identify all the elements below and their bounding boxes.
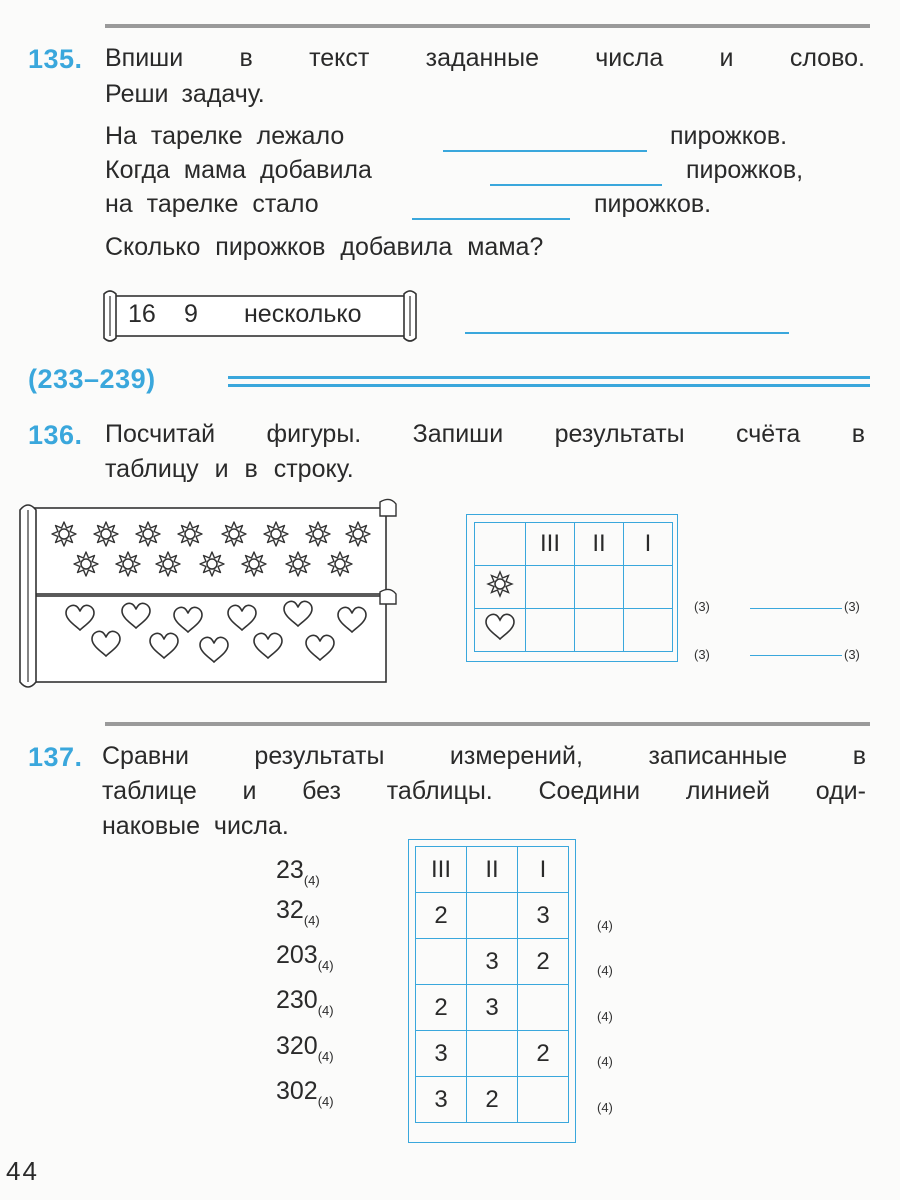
task-135-instruction-line2: Реши задачу.	[105, 80, 265, 108]
table-cell: 2	[416, 985, 467, 1031]
table-cell: 3	[518, 893, 569, 939]
task-135-text-line1a: На тарелке лежало	[105, 122, 345, 150]
table-cell	[416, 939, 467, 985]
header-hundreds: III	[526, 523, 575, 566]
task-135-number: 135.	[28, 44, 83, 74]
header-ones: I	[624, 523, 673, 566]
top-rule	[105, 24, 870, 28]
row-base-label: (4)	[597, 1009, 613, 1024]
task-137-table	[415, 846, 569, 1123]
cell-sun-tens[interactable]	[575, 566, 624, 609]
table-cell	[467, 893, 518, 939]
table-cell	[518, 985, 569, 1031]
task-135-text-line2b: пирожков,	[686, 156, 804, 184]
task-136-instruction-line2: таблицу и в строку.	[105, 455, 354, 483]
task-135-text-line1b: пирожков.	[670, 122, 788, 150]
section-range: (233–239)	[28, 364, 156, 394]
scroll-word-16: 16	[128, 300, 156, 328]
heart-icon	[484, 612, 516, 642]
task-137-number: 137.	[28, 742, 83, 772]
row-base-label: (4)	[597, 1100, 613, 1115]
section-rule-1	[228, 376, 870, 379]
table-cell: 2	[518, 1031, 569, 1077]
header-tens: II	[467, 847, 518, 893]
header-ones: I	[518, 847, 569, 893]
blank-3[interactable]	[412, 218, 570, 220]
task-135-question: Сколько пирожков добавила мама?	[105, 233, 544, 261]
heart-base-label: (3)	[694, 647, 710, 662]
header-tens: II	[575, 523, 624, 566]
cell-heart-tens[interactable]	[575, 609, 624, 652]
scroll-word-neskolko: несколько	[244, 300, 362, 328]
figures-scroll	[14, 496, 404, 696]
table-cell: 3	[416, 1077, 467, 1123]
task-135-instruction-line1: Впиши в текст заданные числа и слово.	[105, 44, 865, 72]
cell-sun-ones[interactable]	[624, 566, 673, 609]
table-cell: 3	[467, 939, 518, 985]
task-135-text-line2a: Когда мама добавила	[105, 156, 372, 184]
row-base-label: (4)	[597, 963, 613, 978]
row-sun-label	[475, 566, 526, 609]
task-136-table	[474, 522, 673, 652]
blank-2[interactable]	[490, 184, 662, 186]
blank-1[interactable]	[443, 150, 647, 152]
scroll-word-9: 9	[184, 300, 198, 328]
page-number: 44	[6, 1156, 39, 1186]
table-cell: 3	[416, 1031, 467, 1077]
sun-right-label: (3)	[844, 599, 860, 614]
number-item: $23_{(4)}$	[276, 856, 320, 888]
number-item: $32_{(4)}$	[276, 896, 320, 928]
sun-icon	[485, 569, 515, 599]
table-cell	[467, 1031, 518, 1077]
task-136-instruction-line1: Посчитай фигуры. Запиши результаты счёта в	[105, 420, 865, 448]
table-cell: 2	[518, 939, 569, 985]
table-cell: 2	[467, 1077, 518, 1123]
number-item: $203_{(4)}$	[276, 941, 334, 973]
table-cell: 3	[467, 985, 518, 1031]
number-item: $230_{(4)}$	[276, 986, 334, 1018]
answer-blank-135[interactable]	[465, 332, 789, 334]
cell-sun-hundreds[interactable]	[526, 566, 575, 609]
sun-base-label: (3)	[694, 599, 710, 614]
sun-answer-blank[interactable]	[750, 608, 842, 609]
task-135-text-line3a: на тарелке стало	[105, 190, 319, 218]
row-base-label: (4)	[597, 1054, 613, 1069]
section-rule-2	[228, 384, 870, 387]
task-137-instruction-line3: наковые числа.	[102, 812, 289, 840]
cell-heart-ones[interactable]	[624, 609, 673, 652]
table-cell: 2	[416, 893, 467, 939]
table-cell	[518, 1077, 569, 1123]
number-item: $302_{(4)}$	[276, 1077, 334, 1109]
task-136-number: 136.	[28, 420, 83, 450]
heart-answer-blank[interactable]	[750, 655, 842, 656]
row-heart-label	[475, 609, 526, 652]
task-135-text-line3b: пирожков.	[594, 190, 712, 218]
heart-right-label: (3)	[844, 647, 860, 662]
cell-heart-hundreds[interactable]	[526, 609, 575, 652]
middle-rule	[105, 722, 870, 726]
header-hundreds: III	[416, 847, 467, 893]
task-137-instruction-line2: таблице и без таблицы. Соедини линией оди-	[102, 777, 866, 805]
task-137-instruction-line1: Сравни результаты измерений, записанные в	[102, 742, 866, 770]
number-item: $320_{(4)}$	[276, 1032, 334, 1064]
row-base-label: (4)	[597, 918, 613, 933]
